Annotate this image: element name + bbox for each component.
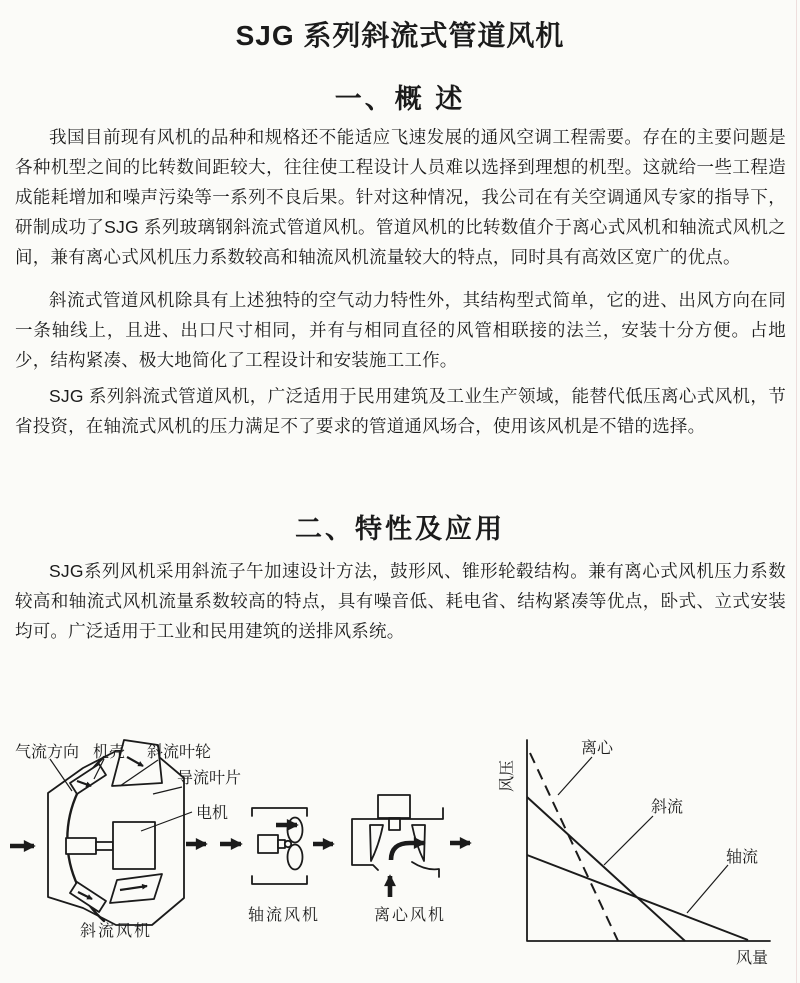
page-title: SJG 系列斜流式管道风机 (235, 20, 565, 51)
leader-line-guide-vane (153, 787, 182, 794)
section1-paragraph-1: 我国目前现有风机的品种和规格还不能适应飞速发展的通风空调工程需要。存在的主要问题是各种机型之间的比转数间距较大，往往使工程设计人员难以选择到理想的机型。这就给一些工程造成能耗增加和噪声污染等一系列不良后果。针对这种情况，我公司在有关空调通风专家的指导下，研制成功了SJG 系列玻璃钢斜流式管道风机。管道风机的比转数值介于离心式风机和轴流式风机之间，兼有离心式风机压力系数较高和轴流风机流量较大的特点，同时具有高效区宽广的优点。 (15, 127, 786, 267)
label-casing: 机壳 (93, 744, 126, 761)
section1-heading: 一、概 述 (334, 84, 466, 114)
label-impeller: 斜流叶轮 (147, 744, 212, 761)
leader-line-centrifugal (558, 757, 592, 795)
curve-label-axial: 轴流 (726, 849, 759, 866)
motor-box (378, 795, 410, 818)
section1-paragraph-3: SJG 系列斜流式管道风机，广泛适用于民用建筑及工业生产领域，能替代低压离心式风机，节省投资，在轴流式风机的压力满足不了要求的管道通风场合，使用该风机是不错的选择。 (15, 386, 786, 436)
centrifugal-fan-caption: 离心风机 (373, 907, 447, 924)
centrifugal-fan-diagram (352, 795, 446, 924)
mixed-flow-fan-caption: 斜流风机 (79, 923, 153, 940)
centrifugal-curve (530, 753, 618, 941)
label-motor: 电机 (196, 805, 229, 822)
section2-heading: 二、特性及应用 (295, 514, 505, 544)
section1-paragraph-2: 斜流式管道风机除具有上述独特的空气动力特性外，其结构型式简单，它的进、出风方向在同一条轴线上，且进、出口尺寸相同，并有与相同直径的风管相联接的法兰，安装十分方便。占地少，结构紧凑、极大地简化了工程设计和安装施工工作。 (15, 290, 786, 370)
fan-shaft (66, 838, 96, 854)
label-guide-vane: 导流叶片 (177, 770, 242, 787)
y-axis-label: 风压 (499, 759, 516, 792)
leader-line-axial (687, 865, 728, 913)
label-airflow-direction: 气流方向 (15, 744, 80, 761)
inlet-blade-left (370, 825, 383, 861)
propeller-blade-top (288, 818, 303, 843)
mixed-flow-curve (527, 797, 685, 941)
chart-axes (527, 740, 770, 941)
fan-types-figure (0, 700, 800, 983)
outlet-lip (412, 862, 439, 877)
fan-shaft-rod (96, 842, 113, 850)
duct-bracket-top (252, 808, 307, 816)
characteristic-chart (498, 739, 770, 967)
duct-bracket-bottom (252, 876, 307, 884)
motor-box (258, 835, 278, 853)
curve-label-centrifugal: 离心 (581, 740, 614, 757)
axial-fan-diagram (248, 808, 320, 924)
guide-vane-top-left (70, 764, 106, 794)
leader-line-mixed-flow (604, 816, 653, 865)
curve-label-mixed-flow: 斜流 (651, 799, 684, 816)
motor-box (113, 822, 155, 869)
mixed-flow-fan-diagram (15, 740, 241, 940)
propeller-blade-bottom (288, 845, 303, 870)
section2-paragraph-1: SJG系列风机采用斜流子午加速设计方法，鼓形风、锥形轮毂结构。兼有离心式风机压力系数较高和轴流式风机流量系数较高的特点，具有噪音低、耗电省、结构紧凑等优点，卧式、立式安装均可。广泛适用于工业和民用建筑的送排风系统。 (15, 561, 786, 641)
axial-curve (527, 855, 748, 940)
axial-fan-caption: 轴流风机 (247, 907, 321, 924)
leader-line-airflow (50, 759, 72, 791)
x-axis-label: 风量 (736, 950, 769, 967)
